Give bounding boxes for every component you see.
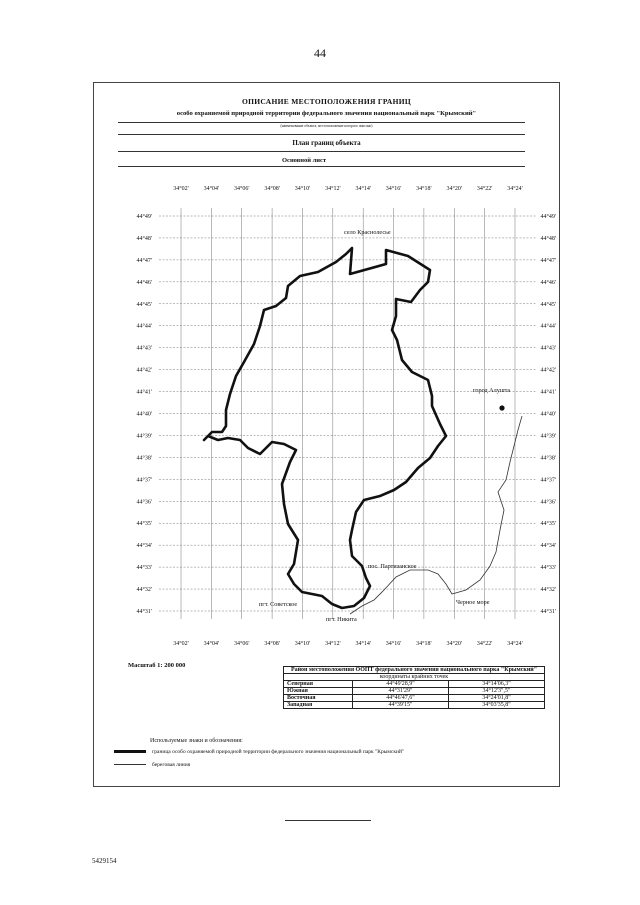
longitude-label: 34°14' xyxy=(355,186,371,192)
longitude-label: 34°14' xyxy=(355,641,371,647)
latitude-label: 44°45' xyxy=(136,301,152,308)
longitude-label: 34°12' xyxy=(325,641,341,647)
longitude-label: 34°24' xyxy=(507,641,523,647)
latitude-label: 44°38' xyxy=(136,455,152,462)
legend-item-coastline xyxy=(114,762,190,768)
extent-table-title: Район местоположения ООПТ федерального значения национального парка "Крымский" xyxy=(284,667,545,674)
coordinate-grid xyxy=(159,208,537,619)
latitude-label: 44°33' xyxy=(540,565,556,572)
latitude-label: 44°35' xyxy=(540,521,556,528)
latitude-label: 44°46' xyxy=(540,279,556,286)
latitude-label: 44°41' xyxy=(540,389,556,396)
longitude-labels-top xyxy=(173,185,522,192)
document-number: 5429154 xyxy=(92,857,117,865)
longitude-label: 34°02' xyxy=(173,186,189,192)
latitude-label: 44°35' xyxy=(136,521,152,528)
document-subtitle: особо охраняемой природной территории федерального значения национальный парк "Крымский" xyxy=(176,110,477,117)
table-row xyxy=(284,702,545,709)
object-caption: (наименование объекта, местоположение которого описано) xyxy=(280,124,373,128)
longitude-label: 34°18' xyxy=(416,186,432,192)
place-label: пос. Партизанское xyxy=(368,563,417,570)
document-title: ОПИСАНИЕ МЕСТОПОЛОЖЕНИЯ ГРАНИЦ xyxy=(242,97,411,106)
legend-label: граница особо охраняемой природной территории федерального значения национальный парк "Крымский" xyxy=(152,749,405,755)
side-name: Южная xyxy=(284,688,353,695)
place-label: пгт. Советское xyxy=(259,601,298,608)
side-name: Восточная xyxy=(284,695,353,702)
legend-label: береговая линия xyxy=(152,762,191,768)
longitude-label: 34°02' xyxy=(173,641,189,647)
legend-item-boundary xyxy=(114,749,404,755)
longitude-value: 34°03'35,8" xyxy=(449,702,545,709)
latitude-label: 44°45' xyxy=(540,301,556,308)
latitude-label: 44°36' xyxy=(540,499,556,506)
latitude-label: 44°47' xyxy=(136,257,152,264)
longitude-label: 34°16' xyxy=(385,641,402,647)
latitude-label: 44°34' xyxy=(540,543,556,550)
place-labels xyxy=(259,229,510,623)
longitude-label: 34°06' xyxy=(233,186,250,192)
latitude-labels-right xyxy=(541,213,556,615)
latitude-label: 44°42' xyxy=(540,367,556,374)
side-name: Западная xyxy=(284,702,353,709)
place-label: пгт. Никита xyxy=(326,616,357,623)
longitude-label: 34°24' xyxy=(507,186,523,192)
extent-table xyxy=(283,666,545,709)
latitude-label: 44°40' xyxy=(540,411,556,418)
latitude-label: 44°39' xyxy=(136,433,152,440)
latitude-label: 44°49' xyxy=(136,214,152,220)
latitude-label: 44°40' xyxy=(136,411,152,418)
latitude-label: 44°46' xyxy=(136,279,152,286)
latitude-label: 44°33' xyxy=(136,565,152,572)
plan-title: План границ объекта xyxy=(292,139,361,147)
latitude-label: 44°42' xyxy=(136,367,152,374)
longitude-value: 34°14'06,3" xyxy=(449,681,545,688)
table-row xyxy=(284,695,545,702)
latitude-label: 44°47' xyxy=(540,257,556,264)
city-marker xyxy=(499,405,504,410)
latitude-label: 44°43' xyxy=(136,345,152,352)
place-label: город Алушта xyxy=(473,387,511,394)
latitude-label: 44°41' xyxy=(136,389,152,396)
latitude-label: 44°48' xyxy=(136,235,152,242)
longitude-label: 34°04' xyxy=(203,641,220,647)
latitude-label: 44°43' xyxy=(540,345,556,352)
longitude-label: 34°22' xyxy=(476,641,493,647)
coastline xyxy=(350,416,522,614)
latitude-label: 44°31' xyxy=(540,609,556,615)
latitude-label: 44°31' xyxy=(136,609,152,615)
sheet-title: Основной лист xyxy=(282,157,327,164)
park-boundary xyxy=(204,248,446,608)
latitude-label: 44°34' xyxy=(136,543,152,550)
legend-title: Используемые знаки и обозначения: xyxy=(150,738,243,744)
latitude-value: 44°39'15" xyxy=(353,702,449,709)
latitude-label: 44°49' xyxy=(540,214,556,220)
longitude-label: 34°20' xyxy=(446,186,463,192)
latitude-label: 44°39' xyxy=(540,433,556,440)
latitude-label: 44°38' xyxy=(540,455,556,462)
latitude-value: 44°46'47,6" xyxy=(353,695,449,702)
longitude-label: 34°22' xyxy=(476,186,493,192)
place-label: село Краснолесье xyxy=(344,229,391,236)
boundary-line-symbol xyxy=(114,750,146,753)
longitude-label: 34°10' xyxy=(294,186,311,192)
longitude-label: 34°06' xyxy=(233,641,250,647)
latitude-label: 44°32' xyxy=(136,587,152,594)
longitude-label: 34°18' xyxy=(416,641,432,647)
longitude-label: 34°08' xyxy=(264,641,280,647)
longitude-label: 34°10' xyxy=(294,641,311,647)
longitude-labels-bottom xyxy=(173,640,522,647)
latitude-labels-left xyxy=(137,213,152,615)
latitude-value: 44°31'29" xyxy=(353,688,449,695)
map-scale: Масштаб 1: 200 000 xyxy=(128,662,186,669)
extent-table-header: координаты крайних точек xyxy=(284,674,545,681)
latitude-value: 44°49'28,9" xyxy=(353,681,449,688)
latitude-label: 44°48' xyxy=(540,235,556,242)
footnote-rule xyxy=(285,820,371,821)
table-row xyxy=(284,688,545,695)
latitude-label: 44°32' xyxy=(540,587,556,594)
longitude-label: 34°04' xyxy=(203,186,220,192)
side-name: Северная xyxy=(284,681,353,688)
longitude-value: 34°24'01,8" xyxy=(449,695,545,702)
latitude-label: 44°44' xyxy=(540,323,556,330)
longitude-label: 34°08' xyxy=(264,186,280,192)
latitude-label: 44°44' xyxy=(136,323,152,330)
longitude-label: 34°12' xyxy=(325,186,341,192)
place-label: Черное море xyxy=(456,599,490,606)
longitude-label: 34°20' xyxy=(446,641,463,647)
latitude-label: 44°36' xyxy=(136,499,152,506)
latitude-label: 44°37' xyxy=(136,477,152,484)
page-number: 44 xyxy=(314,46,326,60)
table-row xyxy=(284,681,545,688)
longitude-value: 34°12'3",5" xyxy=(449,688,545,695)
longitude-label: 34°16' xyxy=(385,186,402,192)
coastline-symbol xyxy=(114,764,146,765)
latitude-label: 44°37' xyxy=(540,477,556,484)
